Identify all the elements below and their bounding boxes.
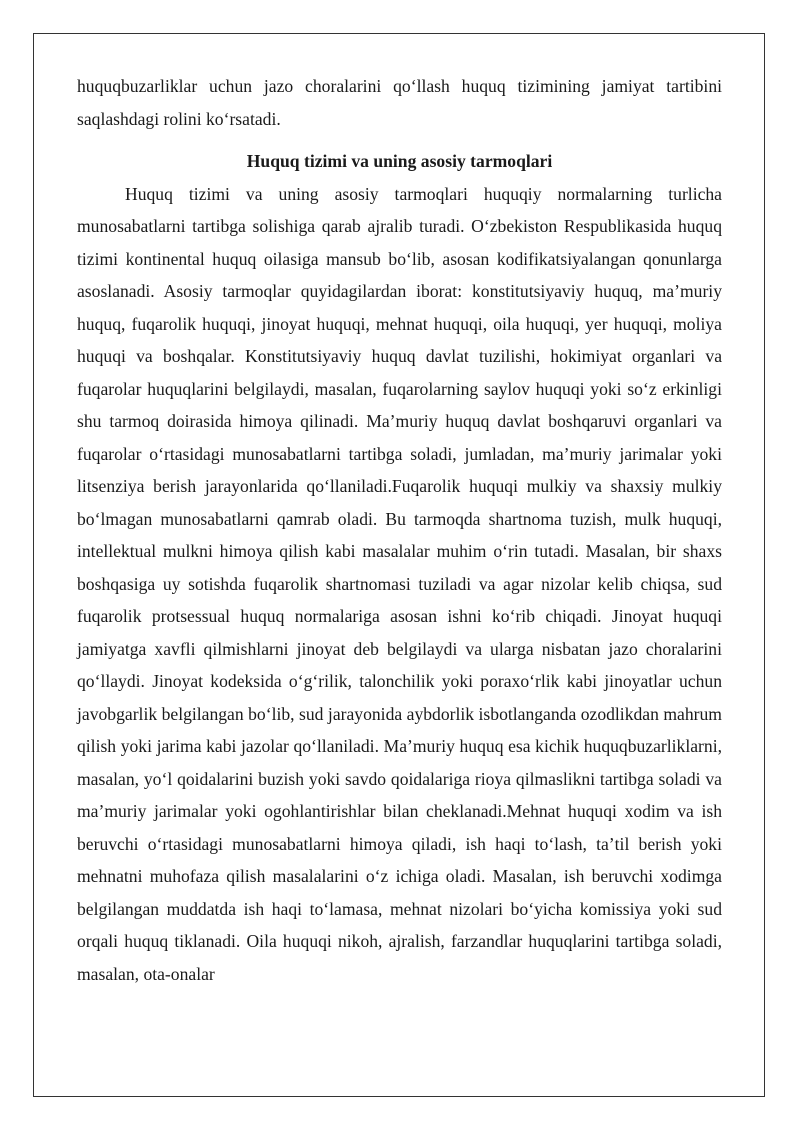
document-body <box>77 70 722 990</box>
body-paragraph: Huquq tizimi va uning asosiy tarmoqlari huquqiy normalarning turlicha munosabatlarni tartibga solishiga qarab ajralib turadi. Oʻzbekiston Respublikasida huquq tizimi kontinental huquq oilasiga mansub boʻlib, asosan kodifikatsiyalangan qonunlarga asoslanadi. Asosiy tarmoqlar quyidagilardan iborat: konstitutsiyaviy huquq, maʼmuriy huquq, fuqarolik huquqi, jinoyat huquqi, mehnat huquqi, oila huquqi, yer huquqi, moliya huquqi va boshqalar. Konstitutsiyaviy huquq davlat tuzilishi, hokimiyat organlari va fuqarolar huquqlarini belgilaydi, masalan, fuqarolarning saylov huquqi yoki soʻz erkinligi shu tarmoq doirasida himoya qilinadi. Maʼmuriy huquq davlat boshqaruvi organlari va fuqarolar oʻrtasidagi munosabatlarni tartibga soladi, jumladan, maʼmuriy jarimalar yoki litsenziya berish jarayonlarida qoʻllaniladi.Fuqarolik huquqi mulkiy va shaxsiy mulkiy boʻlmagan munosabatlarni qamrab oladi. Bu tarmoqda shartnoma tuzish, mulk huquqi, intellektual mulkni himoya qilish kabi masalalar muhim oʻrin tutadi. Masalan, bir shaxs boshqasiga uy sotishda fuqarolik shartnomasi tuziladi va agar nizolar kelib chiqsa, sud fuqarolik protsessual huquq normalariga asosan ishni koʻrib chiqadi. Jinoyat huquqi jamiyatga xavfli qilmishlarni jinoyat deb belgilaydi va ularga nisbatan jazo choralarini qoʻllaydi. Jinoyat kodeksida oʻgʻrilik, talonchilik yoki poraxoʻrlik kabi jinoyatlar uchun javobgarlik belgilangan boʻlib, sud jarayonida aybdorlik isbotlanganda ozodlikdan mahrum qilish yoki jarima kabi jazolar qoʻllaniladi. Maʼmuriy huquq esa kichik huquqbuzarliklarni, masalan, yoʻl qoidalarini buzish yoki savdo qoidalariga rioya qilmaslikni tartibga soladi va maʼmuriy jarimalar yoki ogohlantirishlar bilan cheklanadi.Mehnat huquqi xodim va ish beruvchi oʻrtasidagi munosabatlarni himoya qiladi, ish haqi toʻlash, taʼtil berish yoki mehnatni muhofaza qilish masalalarini oʻz ichiga oladi. Masalan, ish beruvchi xodimga belgilangan muddatda ish haqi toʻlamasa, mehnat nizolari boʻyicha komissiya yoki sud orqali huquq tiklanadi. Oila huquqi nikoh, ajralish, farzandlar huquqlarini tartibga soladi, masalan, ota-onalar <box>77 183 722 984</box>
section-heading: Huquq tizimi va uning asosiy tarmoqlari <box>246 151 553 171</box>
intro-paragraph: huquqbuzarliklar uchun jazo choralarini qoʻllash huquq tizimining jamiyat tartibini saqlashdagi rolini koʻrsatadi. <box>77 76 722 129</box>
